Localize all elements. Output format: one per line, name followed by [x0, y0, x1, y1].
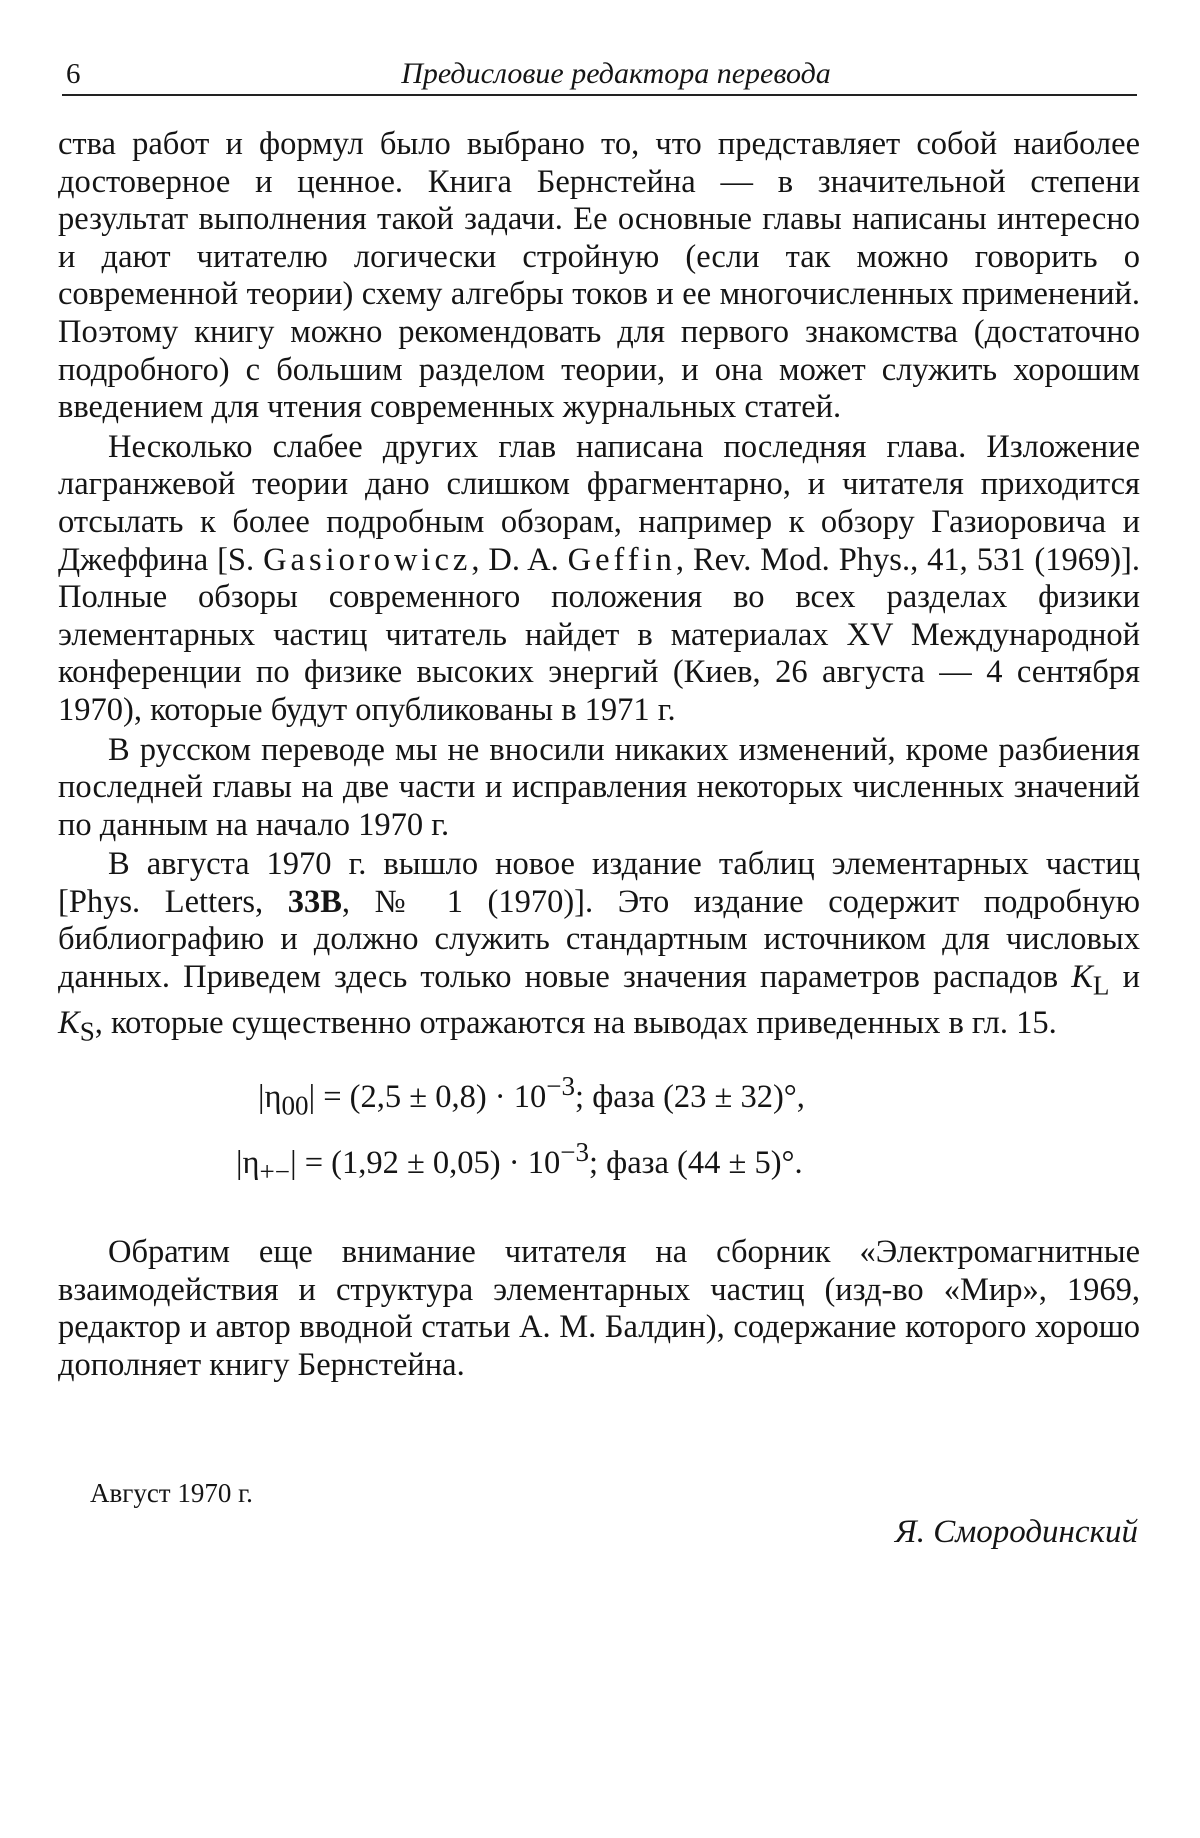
paragraph-2-part-c: , Rev. Mod. Phys., 41, 531 (1969)]. Полные обзоры современного положения во всех разделах физики элементарных частиц читатель найдет в материалах XV Международной конференции по физике высоких энергий (Киев, 26 августа — 4 сентября 1970), которые будут опубликованы в 1971 г. — [58, 541, 1140, 728]
conjunction: и — [1109, 959, 1140, 996]
body-text — [58, 126, 1140, 1386]
formula-2-phase: ; фаза (44 ± 5)°. — [589, 1144, 803, 1181]
paragraph-4-part-a: В августа 1970 г. вышло новое издание таблиц элементарных частиц [Phys. Letters, — [58, 846, 1140, 920]
paragraph-2-part-a: Несколько слабее других глав написана последняя глава. Изложение лагранжевой теории дано слишком фрагментарно, и читателя приходится отсылать к более подробным обзорам, например к обзору Газиоровича и Джеффина [S. — [58, 428, 1140, 578]
formula-1-value: | = (2,5 ± 0,8) · 10 — [308, 1079, 547, 1116]
kaon-long-symbol: K — [1071, 959, 1093, 996]
formula-2-lhs: |η — [236, 1144, 260, 1181]
paragraph-4 — [58, 846, 1140, 1051]
author-name-gasiorowicz: Gasiorowicz — [263, 541, 472, 578]
header-rule — [62, 94, 1137, 96]
running-title: Предисловие редактора перевода — [401, 57, 831, 90]
kaon-long-subscript: L — [1092, 970, 1110, 1001]
formula-2-value: | = (1,92 ± 0,05) · 10 — [290, 1144, 561, 1181]
formula-2-exponent: −3 — [560, 1136, 590, 1167]
kaon-short-symbol: K — [58, 1005, 80, 1042]
paragraph-5: Обратим еще внимание читателя на сборник «Электромагнитные взаимодействия и структура элементарных частиц (изд-во «Мир», 1969, редактор и автор вводной статьи А. М. Балдин), содержание которого хорошо дополняет книгу Бернстейна. — [58, 1233, 1140, 1383]
signature: Я. Смородинский — [895, 1514, 1138, 1550]
formula-1-exponent: −3 — [546, 1071, 576, 1102]
kaon-short-subscript: S — [79, 1016, 95, 1047]
formula-1-subscript: 00 — [281, 1090, 309, 1121]
paragraph-3: В русском переводе мы не вносили никаких изменений, кроме разбиения последней главы на две части и исправления некоторых численных значений по данным на начало 1970 г. — [58, 731, 1140, 843]
paragraph-4-part-c: , которые существенно отражаются на выводах приведенных в гл. 15. — [94, 1005, 1057, 1042]
page-number: 6 — [66, 58, 81, 90]
volume-number: 33B — [287, 883, 342, 920]
formula-2-subscript: +− — [259, 1155, 291, 1186]
paragraph-1: ства работ и формул было выбрано то, что представляет собой наиболее достоверное и ценное. Книга Бернстейна — в значительной степени результат выполнения такой задачи. Ее основные главы написаны интересно и дают читателю логически стройную (если так можно говорить о современной теории) схему алгебры токов и ее многочисленных применений. Поэтому книгу можно рекомендовать для первого знакомства (достаточно подробного) с большим разделом теории, и она может служить хорошим введением для чтения современных журнальных статей. — [58, 126, 1140, 426]
paragraph-2 — [58, 429, 1140, 730]
formula-1-lhs: |η — [258, 1079, 282, 1116]
paragraph-2-part-b: , D. A. — [471, 541, 568, 578]
formula-block — [58, 1063, 1140, 1194]
author-name-geffin: Geffin — [567, 541, 676, 578]
paragraph-4-part-b: , № 1 (1970)]. Это издание содержит подробную библиографию и должно служить стандартным источником для числовых данных. Приведем здесь только новые значения параметров распадов — [58, 883, 1140, 996]
formula-1-phase: ; фаза (23 ± 32)°, — [575, 1079, 805, 1116]
formula-eta-plus-minus — [58, 1129, 1140, 1194]
running-head — [66, 52, 1131, 96]
date-line: Август 1970 г. — [90, 1478, 253, 1508]
formula-eta-00 — [58, 1063, 1140, 1128]
